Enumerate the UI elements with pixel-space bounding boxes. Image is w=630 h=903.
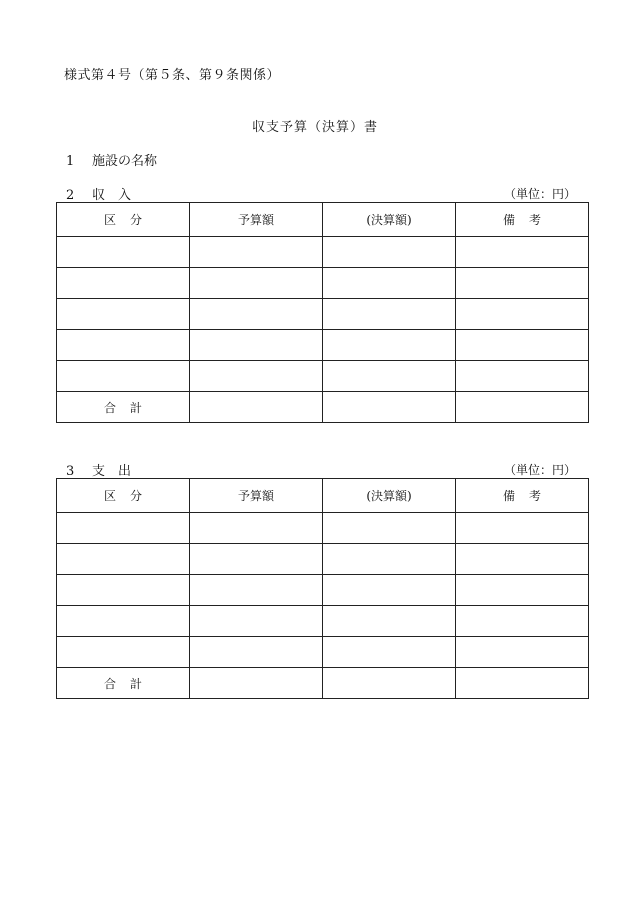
section-income — [66, 184, 131, 203]
table-cell[interactable] — [190, 575, 323, 606]
total-label: 合計 — [57, 668, 190, 699]
table-cell[interactable] — [57, 637, 190, 668]
table-cell[interactable] — [456, 392, 589, 423]
table-cell[interactable] — [190, 637, 323, 668]
section-number: 3 — [66, 464, 75, 479]
table-header-row — [57, 203, 589, 237]
table-header-row — [57, 479, 589, 513]
table-cell[interactable] — [323, 330, 456, 361]
table-cell[interactable] — [323, 237, 456, 268]
table-cell[interactable] — [190, 513, 323, 544]
table-cell[interactable] — [456, 361, 589, 392]
table-cell[interactable] — [323, 544, 456, 575]
table-cell[interactable] — [323, 637, 456, 668]
table-cell[interactable] — [323, 606, 456, 637]
expenditure-table — [56, 478, 589, 699]
income-table — [56, 202, 589, 423]
table-row — [57, 637, 589, 668]
table-cell[interactable] — [57, 268, 190, 299]
table-row — [57, 361, 589, 392]
table-cell[interactable] — [57, 544, 190, 575]
header-settlement: (決算額) — [323, 479, 456, 513]
table-cell[interactable] — [456, 606, 589, 637]
table-cell[interactable] — [190, 237, 323, 268]
section-number: 1 — [66, 154, 75, 169]
section-label: 収 入 — [92, 188, 132, 203]
table-cell[interactable] — [57, 330, 190, 361]
section-expenditure — [66, 460, 131, 479]
table-row — [57, 237, 589, 268]
table-cell[interactable] — [190, 668, 323, 699]
total-label: 合計 — [57, 392, 190, 423]
table-cell[interactable] — [190, 330, 323, 361]
header-remarks: 備考 — [456, 479, 589, 513]
table-cell[interactable] — [190, 392, 323, 423]
table-cell[interactable] — [57, 513, 190, 544]
table-cell[interactable] — [323, 575, 456, 606]
table-cell[interactable] — [323, 361, 456, 392]
table-cell[interactable] — [190, 268, 323, 299]
table-cell[interactable] — [57, 237, 190, 268]
header-budget: 予算額 — [190, 479, 323, 513]
document-title: 収支予算（決算）書 — [251, 120, 378, 135]
table-cell[interactable] — [456, 668, 589, 699]
table-cell[interactable] — [323, 392, 456, 423]
header-settlement: (決算額) — [323, 203, 456, 237]
table-cell[interactable] — [57, 361, 190, 392]
section-label: 施設の名称 — [92, 154, 158, 169]
table-cell[interactable] — [57, 299, 190, 330]
form-number: 様式第４号（第５条、第９条関係） — [64, 68, 281, 83]
table-cell[interactable] — [190, 606, 323, 637]
table-cell[interactable] — [323, 299, 456, 330]
table-cell[interactable] — [57, 606, 190, 637]
table-cell[interactable] — [323, 668, 456, 699]
table-cell[interactable] — [190, 361, 323, 392]
section-facility-name — [66, 150, 157, 169]
table-row — [57, 575, 589, 606]
header-category: 区分 — [57, 203, 190, 237]
table-row — [57, 268, 589, 299]
unit-label: （単位：円） — [503, 187, 576, 201]
unit-label: （単位：円） — [503, 463, 576, 477]
table-cell[interactable] — [57, 575, 190, 606]
table-cell[interactable] — [456, 299, 589, 330]
table-row — [57, 606, 589, 637]
section-label: 支 出 — [92, 464, 132, 479]
table-cell[interactable] — [456, 544, 589, 575]
table-cell[interactable] — [456, 268, 589, 299]
table-cell[interactable] — [456, 237, 589, 268]
total-row — [57, 392, 589, 423]
table-cell[interactable] — [456, 575, 589, 606]
table-row — [57, 330, 589, 361]
table-cell[interactable] — [323, 513, 456, 544]
table-cell[interactable] — [190, 299, 323, 330]
header-remarks: 備考 — [456, 203, 589, 237]
table-cell[interactable] — [323, 268, 456, 299]
header-category: 区分 — [57, 479, 190, 513]
table-cell[interactable] — [456, 637, 589, 668]
header-budget: 予算額 — [190, 203, 323, 237]
table-row — [57, 299, 589, 330]
total-row — [57, 668, 589, 699]
table-cell[interactable] — [456, 330, 589, 361]
section-number: 2 — [66, 188, 75, 203]
table-row — [57, 513, 589, 544]
table-row — [57, 544, 589, 575]
table-cell[interactable] — [456, 513, 589, 544]
table-cell[interactable] — [190, 544, 323, 575]
